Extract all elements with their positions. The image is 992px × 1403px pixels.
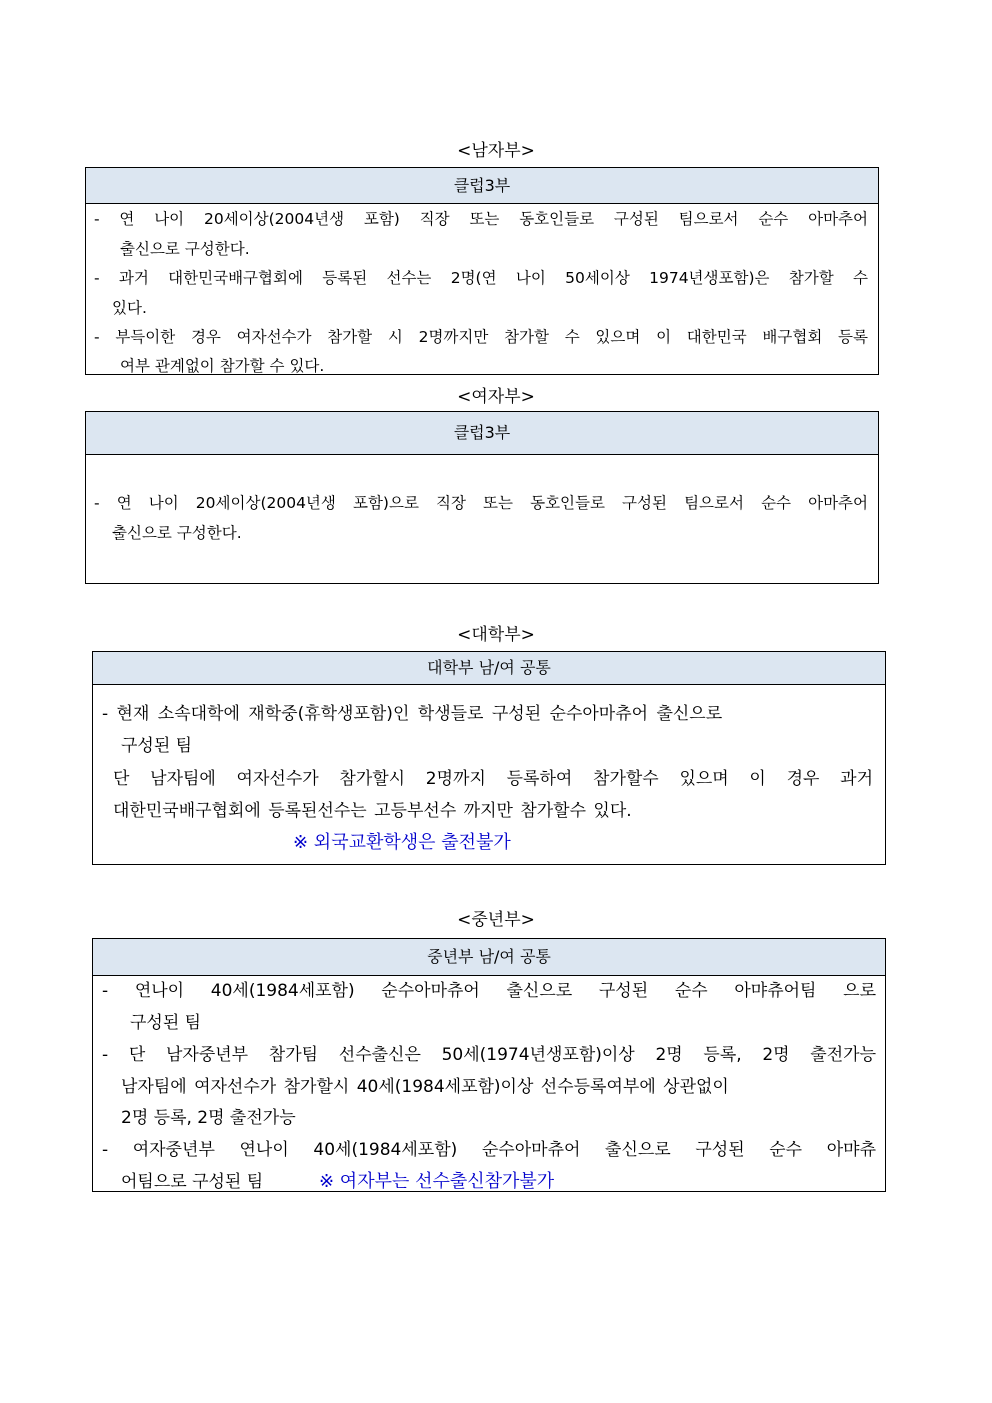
women-section-heading: <여자부> xyxy=(457,387,535,407)
senior-box-body xyxy=(93,976,885,1191)
senior-section-heading: <중년부> xyxy=(457,910,535,930)
senior-box xyxy=(92,938,886,1192)
women-box-title: 클럽3부 xyxy=(86,412,878,455)
women-club3-box xyxy=(85,411,879,584)
women-rule-line: 출신으로 구성한다. xyxy=(112,524,242,542)
women-box-body xyxy=(86,455,878,583)
men-rule-line: 출신으로 구성한다. xyxy=(120,240,250,258)
university-box-body xyxy=(93,685,885,864)
university-rule-line: 대한민국배구협회에 등록된선수는 고등부선수 까지만 참가할수 있다. xyxy=(113,801,632,821)
university-box-title: 대학부 남/여 공통 xyxy=(93,652,885,685)
men-rule-line: - 연 나이 20세이상(2004년생 포함) 직장 또는 동호인들로 구성된 팀으로서 순수 아마추어 xyxy=(94,210,868,228)
men-section-heading: <남자부> xyxy=(457,141,535,161)
men-rule-line: 있다. xyxy=(112,299,147,317)
university-box xyxy=(92,651,886,865)
university-rule-line: 구성된 팀 xyxy=(121,736,193,756)
men-box-title: 클럽3부 xyxy=(86,168,878,204)
university-rule-line: - 현재 소속대학에 재학중(휴학생포함)인 학생들로 구성된 순수아마츄어 출신으로 xyxy=(102,704,723,724)
men-box-body xyxy=(86,204,878,374)
senior-rule-line: - 연나이 40세(1984세포함) 순수아마츄어 출신으로 구성된 순수 아먀츄어팀 으로 xyxy=(102,981,876,1001)
men-club3-box xyxy=(85,167,879,375)
women-rule-line: - 연 나이 20세이상(2004년생 포함)으로 직장 또는 동호인들로 구성된 팀으로서 순수 아마추어 xyxy=(94,494,868,512)
senior-rule-line: 남자팀에 여자선수가 참가할시 40세(1984세포함)이상 선수등록여부에 상관없이 xyxy=(121,1077,729,1097)
university-section-heading: <대학부> xyxy=(457,625,535,645)
men-rule-line: - 과거 대한민국배구협회에 등록된 선수는 2명(연 나이 50세이상 1974년생포함)은 참가할 수 xyxy=(94,269,868,287)
senior-rule-line: 어팀으로 구성된 팀 xyxy=(121,1172,264,1192)
senior-women-note: ※ 여자부는 선수출신참가불가 xyxy=(319,1171,555,1192)
senior-rule-line: - 단 남자중년부 참가팀 선수출신은 50세(1974년생포함)이상 2명 등록, 2명 출전가능 xyxy=(102,1045,876,1065)
university-exchange-note: ※ 외국교환학생은 출전불가 xyxy=(293,832,511,853)
senior-box-title: 중년부 남/여 공통 xyxy=(93,939,885,976)
senior-rule-line: - 여자중년부 연나이 40세(1984세포함) 순수아마츄어 출신으로 구성된 순수 아먀츄 xyxy=(102,1140,876,1160)
men-rule-line: - 부득이한 경우 여자선수가 참가할 시 2명까지만 참가할 수 있으며 이 대한민국 배구협회 등록 xyxy=(94,328,868,346)
men-rule-line: 여부 관계없이 참가할 수 있다. xyxy=(120,357,325,375)
university-rule-line: 단 남자팀에 여자선수가 참가할시 2명까지 등록하여 참가할수 있으며 이 경우 과거 xyxy=(113,769,873,789)
senior-rule-line: 2명 등록, 2명 출전가능 xyxy=(121,1108,296,1128)
senior-rule-line: 구성된 팀 xyxy=(130,1013,202,1033)
